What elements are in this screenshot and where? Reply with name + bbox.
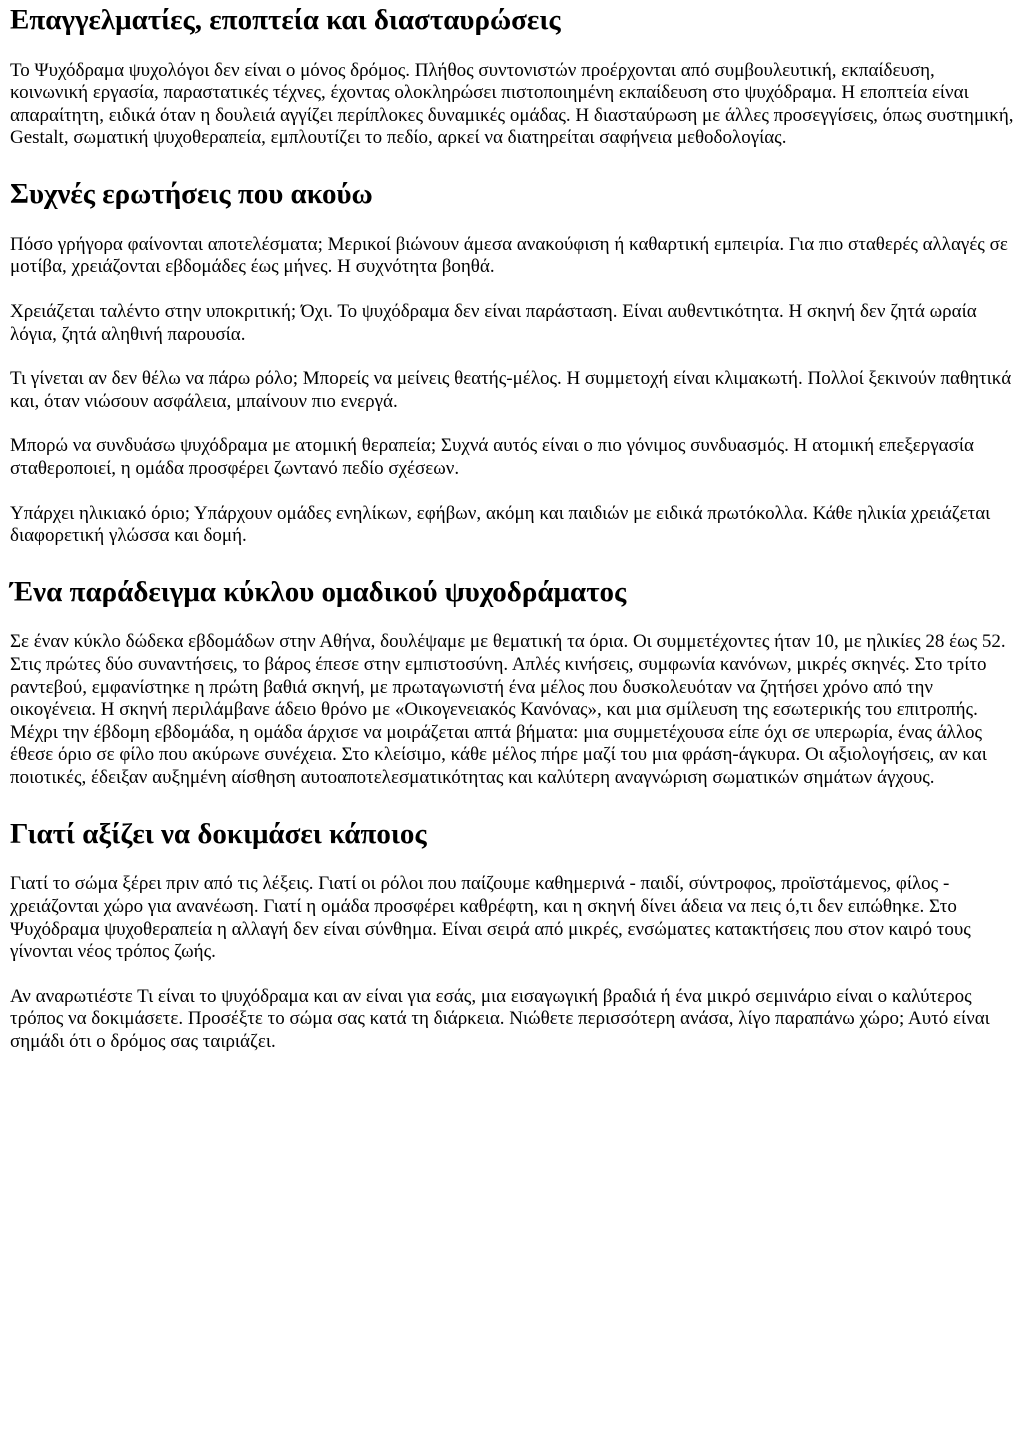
- section-example-cycle: [10, 576, 1014, 790]
- paragraph: Γιατί το σώμα ξέρει πριν από τις λέξεις. Γιατί οι ρόλοι που παίζουμε καθημερινά - παιδί, σύντροφος, προϊστάμενος, φίλος - χρειάζονται χώρο για ανανέωση. Γιατί η ομάδα προσφέρει καθρέφτη, και η σκηνή δίνει άδεια να πεις ό,τι δεν ειπώθηκε. Στο Ψυχόδραμα ψυχοθεραπεία η αλλαγή δεν είναι σύνθημα. Είναι σειρά από μικρές, ενσώματες κατακτήσεις που στον καιρό τους γίνονται νέος τρόπος ζωής.: [10, 873, 971, 963]
- paragraph: Σε έναν κύκλο δώδεκα εβδομάδων στην Αθήνα, δουλέψαμε με θεματική τα όρια. Οι συμμετέχοντες ήταν 10, με ηλικίες 28 έως 52. Στις πρώτες δύο συναντήσεις, το βάρος έπεσε στην εμπιστοσύνη. Απλές κινήσεις, συμφωνία κανόνων, μικρές σκηνές. Στο τρίτο ραντεβού, εμφανίστηκε η πρώτη βαθιά σκηνή, με πρωταγωνιστή ένα μέλος που δυσκολευόταν να ζητήσει χρόνο από την οικογένεια. Η σκηνή περιλάμβανε άδειο θρόνο με «Οικογενειακός Κανόνας», και μια σμίλευση της εσωτερικής του επιτροπής. Μέχρι την έβδομη εβδομάδα, η ομάδα άρχισε να μοιράζεται απτά βήματα: μια συμμετέχουσα είπε όχι σε υπερωρία, ένας άλλος έθεσε όριο σε φίλο που ακύρωνε συνέχεια. Στο κλείσιμο, κάθε μέλος πήρε μαζί του μια φράση-άγκυρα. Οι αξιολογήσεις, αν και ποιοτικές, έδειξαν αυξημένη αίσθηση αυτοαποτελεσματικότητας και καλύτερη αναγνώριση σωματικών σημάτων άγχους.: [10, 631, 1006, 789]
- section-faq: [10, 178, 1014, 548]
- paragraph: Μπορώ να συνδυάσω ψυχόδραμα με ατομική θεραπεία; Συχνά αυτός είναι ο πιο γόνιμος συνδυασμός. Η ατομική επεξεργασία σταθεροποιεί, η ομάδα προσφέρει ζωντανό πεδίο σχέσεων.: [10, 435, 974, 479]
- section-heading-professionals: Επαγγελματίες, εποπτεία και διασταυρώσεις: [10, 4, 561, 36]
- section-professionals: [10, 4, 1014, 150]
- paragraph: Χρειάζεται ταλέντο στην υποκριτική; Όχι. Το ψυχόδραμα δεν είναι παράσταση. Είναι αυθεντικότητα. Η σκηνή δεν ζητά ωραία λόγια, ζητά αληθινή παρουσία.: [10, 300, 977, 345]
- paragraph: Πόσο γρήγορα φαίνονται αποτελέσματα; Μερικοί βιώνουν άμεσα ανακούφιση ή καθαρτική εμπειρία. Για πιο σταθερές αλλαγές σε μοτίβα, χρειάζονται εβδομάδες έως μήνες. Η συχνότητα βοηθά.: [10, 233, 1008, 278]
- paragraph: Το Ψυχόδραμα ψυχολόγοι δεν είναι ο μόνος δρόμος. Πλήθος συντονιστών προέρχονται από συμβουλευτική, εκπαίδευση, κοινωνική εργασία, παραστατικές τέχνες, έχοντας ολοκληρώσει πιστοποιημένη εκπαίδευση στο ψυχόδραμα. Η εποπτεία είναι απαραίτητη, ειδικά όταν η δουλειά αγγίζει περίπλοκες δυναμικές ομάδας. Η διασταύρωση με άλλες προσεγγίσεις, όπως συστημική, Gestalt, σωματική ψυχοθεραπεία, εμπλουτίζει το πεδίο, αρκεί να διατηρείται σαφήνεια μεθοδολογίας.: [10, 59, 1014, 149]
- paragraph: Υπάρχει ηλικιακό όριο; Υπάρχουν ομάδες ενηλίκων, εφήβων, ακόμη και παιδιών με ειδικά πρωτόκολλα. Κάθε ηλικία χρειάζεται διαφορετική γλώσσα και δομή.: [10, 502, 991, 547]
- section-why-try: [10, 818, 1014, 1054]
- paragraph: Αν αναρωτιέστε Τι είναι το ψυχόδραμα και αν είναι για εσάς, μια εισαγωγική βραδιά ή ένα μικρό σεμινάριο είναι ο καλύτερος τρόπος να δοκιμάσετε. Προσέξτε το σώμα σας κατά τη διάρκεια. Νιώθετε περισσότερη ανάσα, λίγο παραπάνω χώρο; Αυτό είναι σημάδι ότι ο δρόμος σας ταιριάζει.: [10, 985, 990, 1052]
- paragraph: Τι γίνεται αν δεν θέλω να πάρω ρόλο; Μπορείς να μείνεις θεατής-μέλος. Η συμμετοχή είναι κλιμακωτή. Πολλοί ξεκινούν παθητικά και, όταν νιώσουν ασφάλεια, μπαίνουν πιο ενεργά.: [10, 368, 1012, 412]
- section-heading-why-try: Γιατί αξίζει να δοκιμάσει κάποιος: [10, 817, 427, 850]
- section-heading-faq: Συχνές ερωτήσεις που ακούω: [10, 178, 373, 211]
- section-heading-example-cycle: Ένα παράδειγμα κύκλου ομαδικού ψυχοδράματος: [10, 575, 627, 608]
